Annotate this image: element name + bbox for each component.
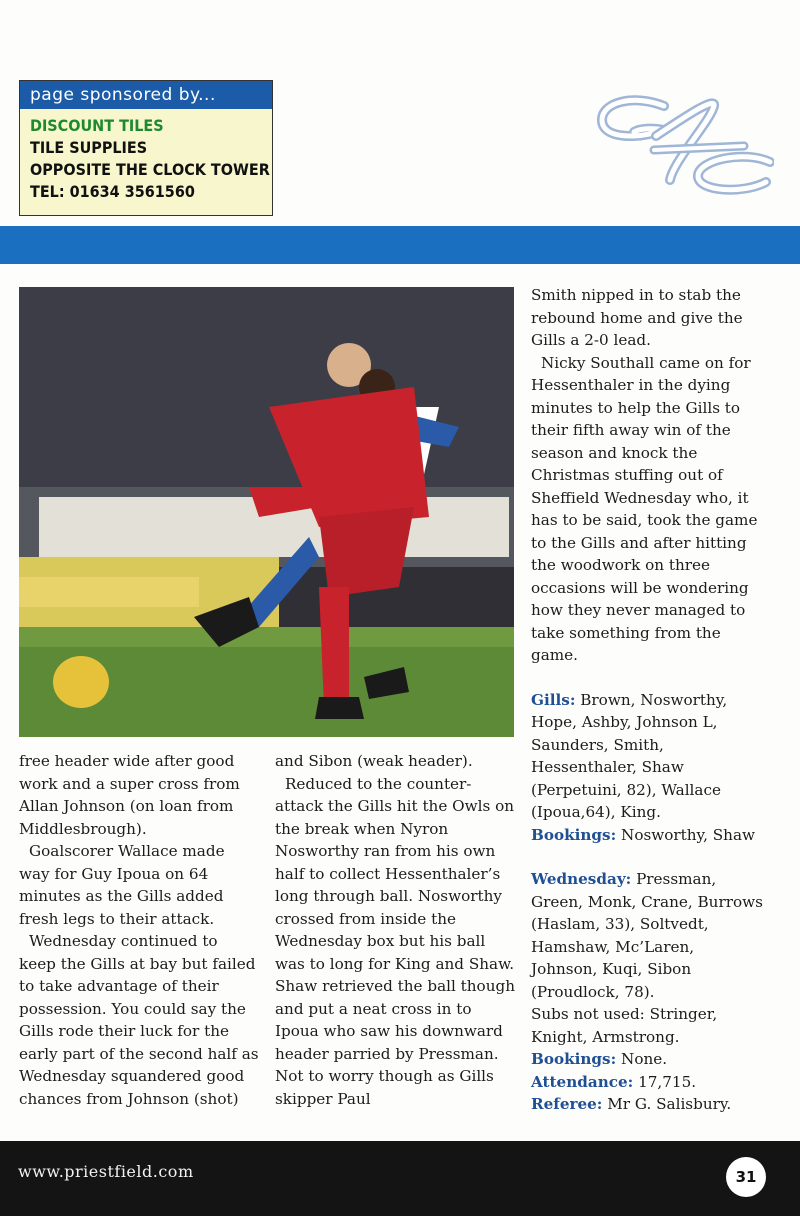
gills-bookings-value: Nosworthy, Shaw xyxy=(621,825,756,844)
referee-label: Referee: xyxy=(531,1095,603,1113)
article-paragraph: Smith nipped in to stab the rebound home and give the Gills a 2-0 lead. xyxy=(531,286,743,349)
sponsor-line-company: DISCOUNT TILES xyxy=(30,116,164,135)
article-paragraph: Nicky Southall came on for Hessenthaler in the dying minutes to help the Gills to their fifth away win of the season and knock the Christmas stuffing out of Sheffield Wednesday who, it has to be said, took the game to the Gills and after hitting the woodwork on three occasions will be wondering how they never managed to take something from the game. xyxy=(531,353,758,664)
wednesday-label: Wednesday: xyxy=(531,870,632,888)
article-column-2 xyxy=(275,750,515,1110)
article-column-3 xyxy=(531,284,765,1116)
sponsor-line-location: OPPOSITE THE CLOCK TOWER xyxy=(30,160,270,179)
wednesday-bookings xyxy=(531,1048,765,1071)
article-paragraph: free header wide after good work and a super cross from Allan Johnson (on loan from Middlesbrough). xyxy=(19,752,240,838)
club-logo xyxy=(594,88,774,203)
gills-label: Gills: xyxy=(531,690,576,709)
article-paragraph: Goalscorer Wallace made way for Guy Ipoua on 64 minutes as the Gills added fresh legs to their attack. xyxy=(19,842,225,928)
sponsor-line-business: TILE SUPPLIES xyxy=(30,138,148,157)
wednesday-subs: Subs not used: Stringer, Knight, Armstrong. xyxy=(531,1005,718,1046)
page-number: 31 xyxy=(726,1157,766,1197)
referee xyxy=(531,1093,765,1116)
article-paragraph: Wednesday continued to keep the Gills at bay but failed to take advantage of their possession. You could say the Gills rode their luck for the early part of the second half as Wednesday squandered good chances from Johnson (shot) xyxy=(19,932,259,1108)
attendance-label: Attendance: xyxy=(531,1072,634,1091)
wednesday-bookings-value: None. xyxy=(621,1050,668,1068)
wednesday-bookings-label: Bookings: xyxy=(531,1050,617,1068)
article-column-1 xyxy=(19,750,259,1110)
article-paragraph: and Sibon (weak header). xyxy=(275,752,473,770)
gills-players: Brown, Nosworthy, Hope, Ashby, Johnson L, Saunders, Smith, Hessenthaler, Shaw (Perpetuini, 82), Wallace (Ipoua,64), King. xyxy=(531,690,728,821)
sponsor-line-phone: TEL: 01634 3561560 xyxy=(30,182,195,201)
gills-bookings-label: Bookings: xyxy=(531,825,617,844)
sponsor-box xyxy=(19,80,273,216)
wednesday-players: Pressman, Green, Monk, Crane, Burrows (Haslam, 33), Soltvedt, Hamshaw, Mc’Laren, Johnson, Kuqi, Sibon (Proudlock, 78). xyxy=(531,870,763,1001)
attendance xyxy=(531,1071,765,1094)
gills-lineup xyxy=(531,689,765,824)
sponsor-heading: page sponsored by... xyxy=(20,81,272,109)
referee-value: Mr G. Salisbury. xyxy=(607,1095,732,1113)
article-paragraph: Reduced to the counter-attack the Gills hit the Owls on the break when Nyron Nosworthy ran from his own half to collect Hessenthaler’s long through ball. Nosworthy crossed from inside the Wednesday box but his ball was to long for King and Shaw. Shaw retrieved the ball though and put a neat cross in to Ipoua who saw his downward header parried by Pressman. Not to worry though as Gills skipper Paul xyxy=(275,774,515,1108)
wednesday-lineup xyxy=(531,868,765,1003)
header-band xyxy=(0,226,800,264)
sponsor-lines xyxy=(20,109,272,203)
website-link[interactable]: www.priestfield.com xyxy=(18,1162,194,1181)
gills-bookings xyxy=(531,824,765,847)
attendance-value: 17,715. xyxy=(638,1072,697,1091)
match-photo xyxy=(19,287,514,737)
